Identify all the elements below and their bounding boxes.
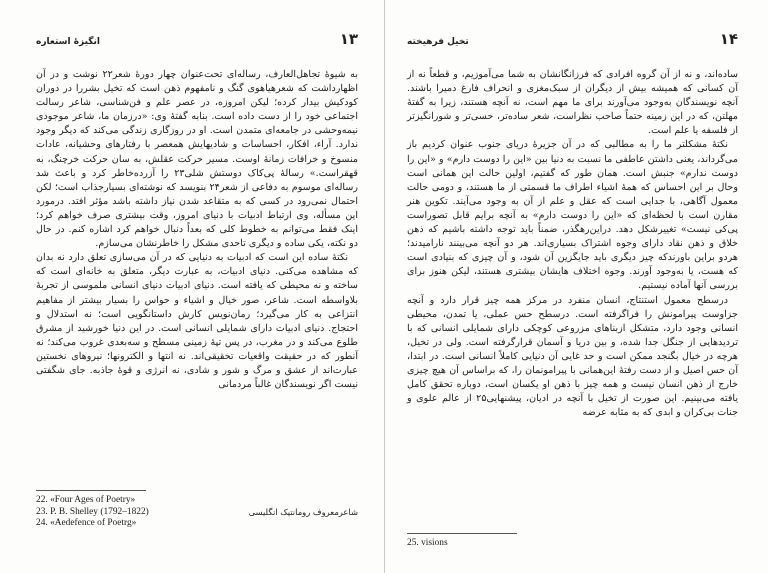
footnote-text: «Four Ages of Poetry» bbox=[50, 495, 136, 505]
page-number: ۱۴ bbox=[719, 30, 738, 48]
paragraph: به شیوهٔ تجاهل‌العارف، رساله‌ای تحت‌عنوان چهار دورهٔ شعر۲۲ نوشت و در آن اظهارداشت که شعرهیاهوی گنگ و نامفهوم ذهن است که تخیل بشررا در دوران کودکیش بیدار کرده؛ لیکن امروزه، در عصر علم و فن‌شناسی، شاعر رسالت اجتماعی خود را از دست داده است. بنابه گفتهٔ وی: «درزمان ما، شاعر موجودی نیمه‌وحشی در جامعه‌ای متمدن است. او در روزگاری زندگی می‌کند که دیگر وجود ندارد. آراء، افکار، احساسات و شادیهایش همعصر با رفتارهای وحشیانه، عادات منسوخ و خرافات زمانهٔ اوست. مسیر حرکت عقلش، به سان حرکت خرچنگ، به قهقراست.» رسالهٔ پی‌کاک دوستش شلی۲۳ را آزرده‌خاطر کرد و باعث شد رساله‌ای موسوم به دفاعی از شعر۲۴ بنویسد که نوشته‌ای بسیارجذاب است؛ لکن احتمال نمی‌رود در کسی که به متقاعد شدن نیاز داشته باشد مؤثر افتد. درمورد این مسأله، وی ارتباط ادبیات با دنیای امروز، وقت بیشتری صرف خواهم کرد؛ اینک فقط می‌توانم به خطوط کلی که بعداً دنبال خواهم کرد اشاره کنم. در حال دو نکته، یکی ساده و دیگری تاحدی مشکل را خاطرنشان می‌سازم. bbox=[36, 69, 358, 250]
footnote-rule bbox=[36, 490, 146, 491]
footnote-text: P. B. Shelley (1792–1822) bbox=[50, 506, 149, 517]
left-page-body bbox=[36, 68, 358, 392]
running-title: انگیزهٔ استعاره bbox=[36, 37, 100, 47]
footnote-rule bbox=[407, 533, 517, 534]
right-page-body bbox=[407, 68, 738, 420]
footnote bbox=[36, 507, 358, 519]
right-page-header bbox=[407, 30, 738, 54]
paragraph: درسطح معمول استنتاج، انسان منفرد در مرکز همه چیز قرار دارد و آنچه جزاوست پیرامونش را فراگرفته است. درسطح حس عملی، یا تمدن، محیطی انسانی وجود دارد، متشکل ازبناهای مزروعی کوچکی دارای شمایلی انسانی که با تردیدهایی از جنگل جدا شده، و بین دریا و آسمان قرارگرفته است. ولی در تخیل، هرچه در خیال بگنجد ممکن است و حد غایی آن دنیایی کاملاً انسانی است. در ابتدا، آن حس اصیل و از دست رفتهٔ این‌همانی با پیرامونمان را، که براساس آن هیچ چیزی خارج از ذهن انسان نیست و همه چیز با ذهن او یکسان است، دوباره تحقق کامل یافته می‌بینیم. این صورت از تخیل با آنچه در ادیان، پیشنهایی۲۵ از عالم علوی و جنات بی‌کران و ابدی که به مثابه عرضه bbox=[407, 294, 738, 419]
paragraph: نکتهٔ ساده این است که ادبیات به دنیایی که در آن می‌سازی تعلق دارد نه بدان که مشاهده می‌کنی. دنیای ادبیات، به عبارت دیگر، متعلق به خانه‌ای است که ساخته و نه محیطی که یافته است. دنیای ادبیات دنیای انسانی ملموسی از تجربهٔ بلاواسطه است. شاعر، صور خیال و اشیاء و حواس را بسیار بیشتر از مفاهیم انتزاعی به کار می‌گیرد؛ رمان‌نویس کارش داستانگویی است؛ نه استدلال و احتجاج. دنیای ادبیات دارای شمایلی انسانی است. در این دنیا خورشید از مشرق طلوع می‌کند و در مغرب، در پس تپهٔ زمینی مسطح و سه‌بعدی غروب می‌کند؛ نه آنطور که در حقیقت واقعیات تحقیقی‌اند. نه انتها و الکترونها؛ نیروهای نخستین عبارت‌اند از عشق و مرگ و شور و شادی، نه انرژی و قوهٔ جاذبه. جای شگفتی نیست اگر نویسندگان غالباً مردمانی bbox=[36, 252, 358, 391]
footnote-number: 24. bbox=[36, 518, 48, 528]
page-number: ۱۳ bbox=[339, 30, 358, 48]
footnote bbox=[36, 518, 358, 530]
footnote-translation: شاعرمعروف رومانتیک انگلیسی bbox=[248, 506, 358, 517]
left-page-header bbox=[36, 30, 358, 54]
footnote-text: «Aedefence of Poetrg» bbox=[50, 518, 137, 528]
paragraph: ساده‌اند، و نه از آن گروه افرادی که فرزانگانشان به شما می‌آموزیم، و قطعاً نه از آن کسانی که همیشه بیش از دیگران از سبک‌مغزی و انحراف فارغ دمیرا باشند. آنچه نویسندگان به‌وجود می‌آورند برای ما مهم است، نه آنچه هستند، زیرا به گفتهٔ مهلتن، که در این زمینه حتماً صاحب نظراست، شعر ساده‌تر، حسی‌تر و شورانگیزتر از فلسفه یا علم است. bbox=[407, 69, 738, 137]
footnotes bbox=[36, 490, 358, 530]
footnote-number: 22. bbox=[36, 495, 48, 505]
right-page bbox=[384, 0, 768, 573]
running-title: تخیل فرهیخته bbox=[407, 37, 469, 47]
footnotes bbox=[407, 533, 738, 548]
footnote-number: 25. bbox=[407, 538, 419, 548]
footnote-number: 23. bbox=[36, 506, 48, 517]
paragraph: نکتهٔ مشکلتر ما را به مطالبی که در آن جزیرهٔ دریای جنوب عنوان کردیم باز می‌گرداند، یعنی داشتن عاطفی ما نسبت به دنیا بین «این را دوست دارم» و «این را دوست ندارم» جنبش است. همان طور که گفتیم، اولین حالت این همانی است وحال بر این احساس که همهٔ اشیاء اطراف ما قسمتی از ما هستند، و دومی حالت معمول آگاهی، با جدایی است که عقل و علم از آن به وجود می‌آیند. تکوین هنر مقارن است با لحظه‌ای که «این را دوست دارم» به آنچه برایم قابل تصوراست پی‌کی نیست» تغییرشکل دهد. دراین‌رهگذر، ضمناً باید توجه داشته باشیم که ذهن خلاق و ذهن نقاد دارای وجوه اشتراک بسیاری‌اند. هر دو آنچه می‌بینند نارامیدند؛ هردو براین باورندکه چیز دیگری باید جایگزین آن شود، و آن چیزی که بنیادی است که هست، یا به‌وجود آورند. وجوه اختلاف هایشان بیشتری هستند، لیکن هنوز برای بررسی آنها آماده نیستیم. bbox=[407, 139, 738, 292]
footnote bbox=[36, 495, 358, 507]
footnote-text: visions bbox=[421, 538, 448, 548]
